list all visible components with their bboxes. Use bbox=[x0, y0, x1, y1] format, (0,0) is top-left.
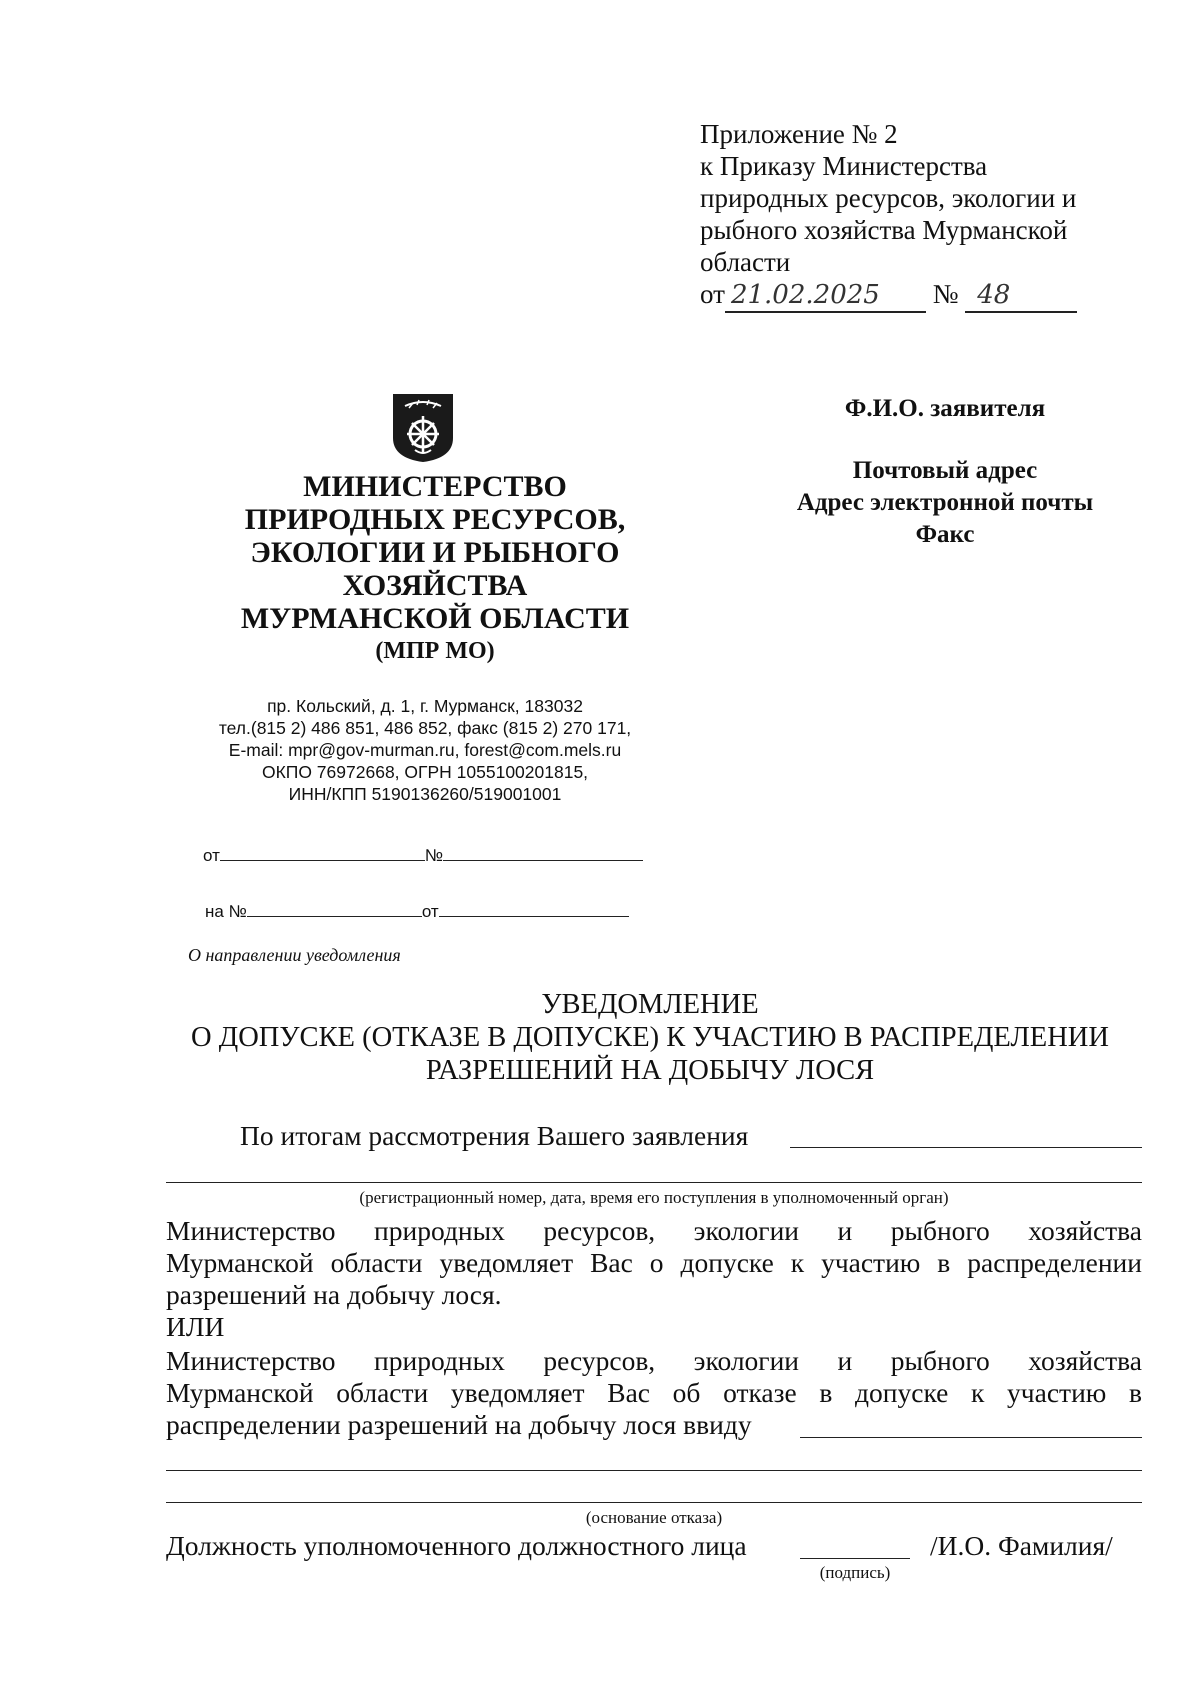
refusal-reason-line bbox=[166, 1502, 1142, 1503]
official-name: /И.О. Фамилия/ bbox=[930, 1530, 1113, 1561]
appendix-line: Приложение № 2 bbox=[700, 119, 898, 149]
refusal-paragraph bbox=[166, 1345, 1142, 1441]
outgoing-number-line bbox=[443, 842, 643, 861]
refusal-reason-line bbox=[166, 1470, 1142, 1471]
paragraph-line: Министерство природных ресурсов, экологии и рыбного хозяйства bbox=[166, 1345, 1142, 1376]
registration-caption: (регистрационный номер, дата, время его поступления в уполномоченный орган) bbox=[359, 1188, 949, 1207]
outgoing-date-line bbox=[220, 842, 425, 861]
signature-caption: (подпись) bbox=[819, 1563, 891, 1582]
notice-title-line: О ДОПУСКЕ (ОТКАЗЕ В ДОПУСКЕ) К УЧАСТИЮ В РАСПРЕДЕЛЕНИИ bbox=[191, 1022, 1109, 1053]
admission-paragraph bbox=[166, 1215, 1142, 1343]
intro-text: По итогам рассмотрения Вашего заявления bbox=[240, 1120, 749, 1151]
reference-date-line bbox=[439, 898, 629, 917]
order-number-prefix: № bbox=[932, 279, 959, 309]
contact-email: E-mail: mpr@gov-murman.ru, forest@com.mels.ru bbox=[228, 740, 622, 760]
reference-from-label: от bbox=[421, 902, 439, 921]
recipient-block bbox=[745, 393, 1145, 551]
paragraph-line: Министерство природных ресурсов, экологии и рыбного хозяйства bbox=[166, 1215, 1142, 1246]
or-separator: ИЛИ bbox=[166, 1311, 225, 1342]
appendix-line: природных ресурсов, экологии и bbox=[700, 183, 1077, 213]
reference-number-row bbox=[205, 898, 629, 922]
appendix-line: к Приказу Министерства bbox=[700, 151, 988, 181]
notice-title-line: РАЗРЕШЕНИЙ НА ДОБЫЧУ ЛОСЯ bbox=[425, 1055, 875, 1086]
recipient-postal-address: Почтовый адрес bbox=[852, 457, 1038, 484]
recipient-fax: Факс bbox=[915, 521, 975, 548]
subject-line: О направлении уведомления bbox=[188, 945, 401, 965]
notice-title-line: УВЕДОМЛЕНИЕ bbox=[541, 989, 759, 1020]
contact-okpo: ОКПО 76972668, ОГРН 1055100201815, bbox=[261, 762, 589, 782]
refusal-reason-line bbox=[800, 1437, 1142, 1438]
contact-inn: ИНН/КПП 5190136260/519001001 bbox=[288, 784, 562, 804]
position-label: Должность уполномоченного должностного лица bbox=[166, 1530, 747, 1561]
notice-title bbox=[150, 988, 1150, 1087]
recipient-email: Адрес электронной почты bbox=[796, 489, 1094, 516]
appendix-order-line bbox=[700, 278, 1140, 313]
paragraph-line: Мурманской области уведомляет Вас об отказе в допуске к участию в bbox=[166, 1377, 1142, 1408]
appendix-line: рыбного хозяйства Мурманской bbox=[700, 215, 1068, 245]
order-date-handwritten: 21.02.2025 bbox=[725, 279, 926, 313]
ministry-abbreviation: (МПР МО) bbox=[375, 638, 495, 664]
ministry-name-line: МУРМАНСКОЙ ОБЛАСТИ bbox=[240, 602, 630, 635]
contact-address: пр. Кольский, д. 1, г. Мурманск, 183032 bbox=[267, 696, 583, 716]
ministry-contacts bbox=[185, 695, 665, 805]
ministry-name-line: ЭКОЛОГИИ И РЫБНОГО bbox=[250, 536, 620, 569]
refusal-reason-caption: (основание отказа) bbox=[585, 1508, 723, 1527]
application-fill-line bbox=[790, 1147, 1142, 1148]
paragraph-line: разрешений на добычу лося. bbox=[166, 1279, 502, 1310]
recipient-name: Ф.И.О. заявителя bbox=[844, 395, 1046, 422]
paragraph-line: распределении разрешений на добычу лося ввиду bbox=[166, 1409, 752, 1440]
outgoing-date-number-row bbox=[203, 842, 643, 866]
order-number-handwritten: 48 bbox=[965, 279, 1077, 313]
appendix-block bbox=[700, 118, 1140, 313]
ministry-name-line: МИНИСТЕРСТВО bbox=[303, 470, 567, 503]
reference-number-label: на № bbox=[205, 902, 247, 921]
ministry-name-line: ПРИРОДНЫХ РЕСУРСОВ, bbox=[244, 503, 626, 536]
registration-fill-line bbox=[166, 1182, 1142, 1183]
contact-phone: тел.(815 2) 486 851, 486 852, факс (815 2) 270 171, bbox=[218, 718, 632, 738]
outgoing-number-label: № bbox=[424, 846, 444, 865]
coat-of-arms-icon bbox=[391, 392, 455, 464]
ministry-name-line: ХОЗЯЙСТВА bbox=[342, 569, 528, 602]
signature-line bbox=[800, 1558, 910, 1559]
order-date-prefix: от bbox=[700, 279, 725, 309]
paragraph-line: Мурманской области уведомляет Вас о допуске к участию в распределении bbox=[166, 1247, 1142, 1278]
outgoing-from-label: от bbox=[203, 846, 220, 865]
appendix-line: области bbox=[700, 247, 791, 277]
ministry-header bbox=[200, 470, 670, 668]
reference-number-line bbox=[247, 898, 422, 917]
